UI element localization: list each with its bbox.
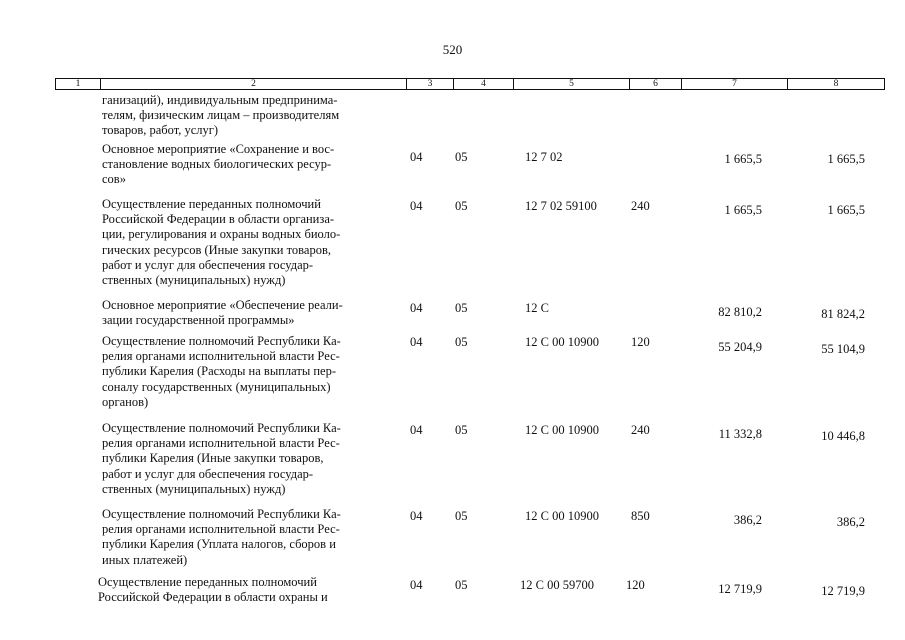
row-amount-year-1: 55 204,9 — [718, 340, 762, 354]
row-subsection-code: 05 — [455, 150, 468, 164]
row-section-code: 04 — [410, 150, 423, 164]
row-description-line: Российской Федерации в области охраны и — [98, 590, 328, 605]
row-target-article: 12 7 02 — [525, 150, 563, 164]
row-expense-type: 120 — [626, 578, 645, 592]
row-description-line: сов» — [102, 172, 126, 187]
row-target-article: 12 С 00 10900 — [525, 509, 599, 523]
row-amount-year-2: 10 446,8 — [821, 429, 865, 443]
row-amount-year-2: 1 665,5 — [827, 152, 865, 166]
table-header-row — [55, 78, 885, 90]
row-section-code: 04 — [410, 423, 423, 437]
row-description-line: иных платежей) — [102, 552, 188, 567]
row-subsection-code: 05 — [455, 335, 468, 349]
row-description-line: Осуществление полномочий Республики Ка- — [102, 421, 341, 435]
row-subsection-code: 05 — [455, 509, 468, 523]
row-expense-type: 120 — [631, 335, 650, 349]
row-target-article: 12 С 00 10900 — [525, 423, 599, 437]
row-section-code: 04 — [410, 509, 423, 523]
row-target-article: 12 С 00 59700 — [520, 578, 594, 592]
row-description-line: телям, физическим лицам – производителям — [102, 108, 340, 123]
header-col-8: 8 — [787, 79, 884, 89]
row-description-line: Основное мероприятие «Обеспечение реали- — [102, 298, 343, 312]
row-description-line: публики Карелия (Уплата налогов, сборов и — [102, 537, 336, 552]
row-description-line: ции, регулирования и охраны водных биоло- — [102, 227, 341, 242]
row-description — [102, 197, 397, 288]
row-target-article: 12 С — [525, 301, 549, 315]
row-section-code: 04 — [410, 578, 423, 592]
row-amount-year-2: 386,2 — [836, 515, 865, 529]
row-description-line: релия органами исполнительной власти Рес- — [102, 436, 340, 451]
header-col-1: 1 — [75, 79, 81, 89]
row-description-line: становление водных биологических ресур- — [102, 157, 332, 172]
row-expense-type: 850 — [631, 509, 650, 523]
row-expense-type: 240 — [631, 199, 650, 213]
row-description — [98, 575, 393, 605]
row-description-line: публики Карелия (Расходы на выплаты пер- — [102, 364, 337, 379]
row-amount-year-1: 82 810,2 — [718, 305, 762, 319]
row-description-line: Российской Федерации в области организа- — [102, 212, 335, 227]
row-description-line: Осуществление полномочий Республики Ка- — [102, 334, 341, 348]
row-description — [102, 298, 397, 328]
header-col-5: 5 — [513, 79, 629, 89]
row-description-line: соналу государственных (муниципальных) — [102, 379, 331, 394]
row-expense-type: 240 — [631, 423, 650, 437]
row-description-line: органов) — [102, 394, 149, 409]
row-description-line: гических ресурсов (Иные закупки товаров, — [102, 242, 331, 257]
row-amount-year-2: 55 104,9 — [821, 342, 865, 356]
row-description-line: Осуществление переданных полномочий — [98, 575, 317, 589]
row-subsection-code: 05 — [455, 578, 468, 592]
row-description — [102, 93, 397, 139]
row-target-article: 12 С 00 10900 — [525, 335, 599, 349]
row-description-line: Осуществление полномочий Республики Ка- — [102, 507, 341, 521]
page-number: 520 — [442, 42, 463, 57]
row-description-line: Осуществление переданных полномочий — [102, 197, 321, 211]
row-description-line: Основное мероприятие «Сохранение и вос- — [102, 142, 335, 156]
row-section-code: 04 — [410, 199, 423, 213]
row-description-line: ственных (муниципальных) нужд) — [102, 481, 286, 496]
row-subsection-code: 05 — [455, 199, 468, 213]
row-description-line: работ и услуг для обеспечения государ- — [102, 466, 314, 481]
row-description — [102, 421, 397, 497]
row-description — [102, 142, 397, 188]
row-description-line: публики Карелия (Иные закупки товаров, — [102, 451, 324, 466]
row-amount-year-1: 386,2 — [733, 513, 762, 527]
row-description-line: релия органами исполнительной власти Рес- — [102, 349, 340, 364]
row-amount-year-2: 81 824,2 — [821, 307, 865, 321]
header-col-4: 4 — [453, 79, 513, 89]
row-amount-year-1: 1 665,5 — [724, 203, 762, 217]
row-amount-year-2: 1 665,5 — [827, 203, 865, 217]
header-col-6: 6 — [629, 79, 681, 89]
row-description-line: зации государственной программы» — [102, 313, 295, 328]
header-col-7: 7 — [681, 79, 787, 89]
row-description-line: ственных (муниципальных) нужд) — [102, 273, 286, 288]
header-col-2: 2 — [100, 79, 406, 89]
row-section-code: 04 — [410, 335, 423, 349]
row-subsection-code: 05 — [455, 301, 468, 315]
row-amount-year-1: 11 332,8 — [718, 427, 762, 441]
row-amount-year-1: 1 665,5 — [724, 152, 762, 166]
row-section-code: 04 — [410, 301, 423, 315]
row-description-line: работ и услуг для обеспечения государ- — [102, 257, 314, 272]
row-description-line: товаров, работ, услуг) — [102, 123, 219, 138]
row-target-article: 12 7 02 59100 — [525, 199, 597, 213]
row-description — [102, 334, 397, 410]
row-amount-year-1: 12 719,9 — [718, 582, 762, 596]
header-col-3: 3 — [406, 79, 453, 89]
row-description-line: релия органами исполнительной власти Рес- — [102, 522, 340, 537]
row-description — [102, 507, 397, 568]
row-subsection-code: 05 — [455, 423, 468, 437]
row-amount-year-2: 12 719,9 — [821, 584, 865, 598]
row-description-line: ганизаций), индивидуальным предпринима- — [102, 93, 338, 107]
